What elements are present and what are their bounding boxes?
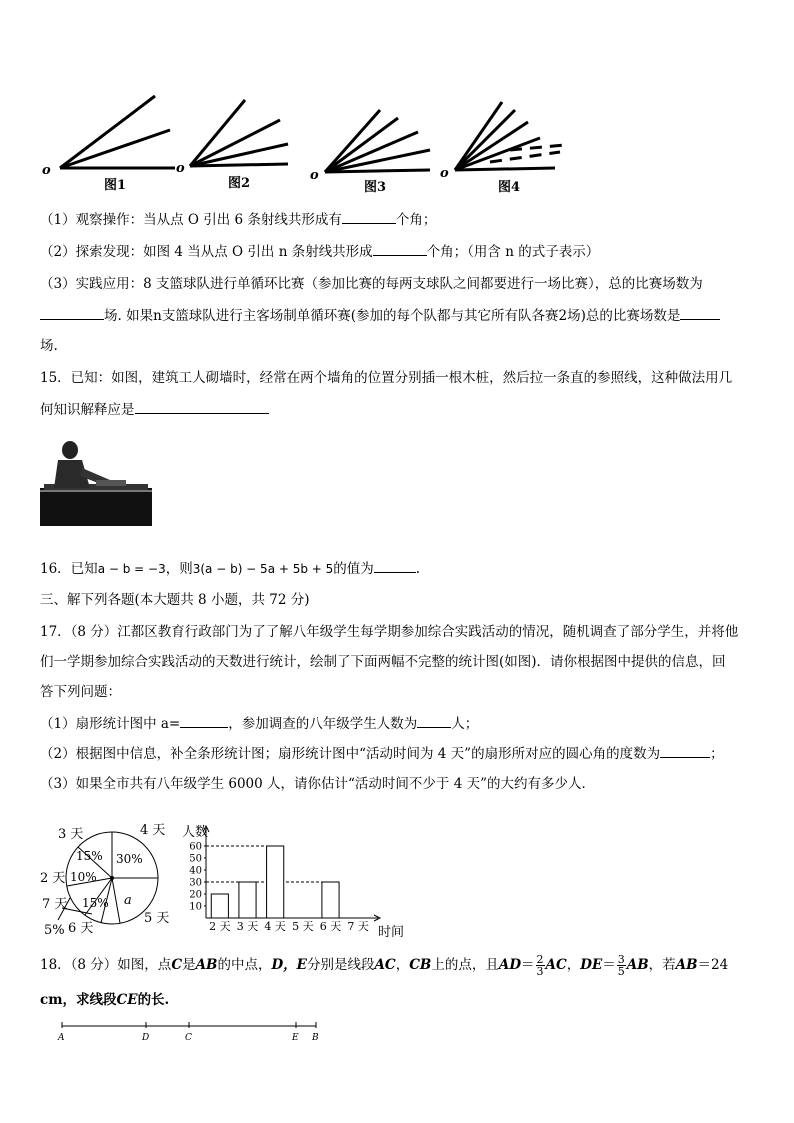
origin-label-4: o — [440, 166, 449, 181]
q14-blank1[interactable] — [342, 211, 396, 224]
q14-blank3[interactable] — [40, 307, 104, 320]
pie-label-5days: 5 天 — [144, 911, 170, 926]
figure-2 — [190, 100, 288, 166]
pie-pct-30: 30% — [116, 852, 143, 866]
pie-label-2days: 2 天 — [40, 871, 66, 886]
bar — [322, 882, 339, 918]
point-D: D — [142, 1033, 150, 1043]
pie-a-label: a — [124, 893, 132, 908]
x-tick-label: 6 天 — [319, 920, 342, 933]
q17-part1: （1）扇形统计图中 a= ，参加调查的八年级学生人数为 人； — [40, 716, 479, 732]
section-3-heading: 三、解下列各题(本大题共 8 小题，共 72 分) — [40, 592, 310, 608]
q14-part3-cont: 场. 如果n支篮球队进行主客场制单循环赛(参加的每个队都与其它所有队各赛2场)总的比赛场数是 — [40, 304, 720, 324]
q15-blank[interactable] — [135, 401, 269, 414]
bar-chart-xlabel: 时间 — [378, 925, 405, 940]
y-tick-label: 60 — [189, 841, 202, 853]
pie-pct-15b: 15% — [82, 896, 109, 910]
point-C: C — [185, 1033, 192, 1043]
q18-line2: cm，求线段CE的长. — [40, 992, 170, 1008]
pie-label-5pct: 5% — [44, 923, 65, 938]
q17-part3: （3）如果全市共有八年级学生 6000 人，请你估计“活动时间不少于 4 天”的大约有多少人． — [40, 776, 596, 792]
q14-part2: （2）探索发现：如图 4 当从点 O 引出 n 条射线共形成 个角；（用含 n 的式子表示） — [40, 244, 600, 260]
q16: 16．已知a − b = −3，则3(a − b) − 5a + 5b + 5的值为 . — [40, 561, 421, 577]
figure-4-caption: 图4 — [498, 180, 521, 195]
q15-line2: 何知识解释应是 — [40, 398, 269, 418]
q14-blank4[interactable] — [680, 307, 720, 320]
x-tick-label: 7 天 — [347, 920, 369, 933]
q17-line1: 17．（8 分）江都区教育行政部门为了了解八年级学生每学期参加综合实践活动的情况，随机调查了部分学生，并将他 — [40, 624, 739, 640]
bar — [239, 882, 256, 918]
y-tick-label: 10 — [189, 901, 202, 913]
x-tick-label: 2 天 — [209, 920, 231, 933]
bar-chart-ylabel: 人数 — [182, 825, 209, 840]
q17-blank-count[interactable] — [417, 715, 451, 728]
q14-part3-end: 场. — [40, 338, 58, 354]
q17-blank-angle[interactable] — [660, 745, 710, 758]
pie-center — [110, 876, 114, 880]
bar — [267, 846, 284, 918]
pie-radius — [112, 878, 120, 923]
origin-label-1: o — [42, 163, 51, 178]
q17-line3: 答下列问题： — [40, 684, 121, 700]
segment-diagram — [54, 1018, 334, 1048]
figure-3-caption: 图3 — [364, 180, 387, 195]
fraction-3-5: $\frac{3}{5}$ — [617, 953, 625, 978]
q14-blank2[interactable] — [373, 243, 427, 256]
y-tick-label: 40 — [189, 865, 202, 877]
figure-4 — [455, 102, 565, 170]
point-A: A — [58, 1033, 65, 1043]
bar — [211, 894, 228, 918]
pie-chart — [40, 818, 180, 942]
q18-line1: 18．（8 分）如图，点C是AB的中点，D，E分别是线段AC，CB上的点，且AD＝ $\frac{2}{3}$ AC，DE＝ $\frac{3}{5}$ AB，若AB＝24 — [40, 953, 729, 978]
worker-photo — [40, 438, 152, 526]
pie-label-4days: 4 天 — [140, 823, 166, 838]
pie-label-3days: 3 天 — [58, 827, 84, 842]
q17-part2: （2）根据图中信息，补全条形统计图；扇形统计图中“活动时间为 4 天”的扇形所对应的圆心角的度数为 ； — [40, 746, 724, 762]
y-tick-label: 50 — [189, 853, 202, 865]
x-tick-label: 4 天 — [264, 920, 286, 933]
pie-pct-10: 10% — [70, 870, 97, 884]
x-tick-label: 5 天 — [292, 920, 314, 933]
q15-line1: 15．已知：如图，建筑工人砌墙时，经常在两个墙角的位置分别插一根木桩，然后拉一条直的参照线，这种做法用几 — [40, 370, 733, 386]
q17-blank-a[interactable] — [180, 715, 228, 728]
figure-1-caption: 图1 — [104, 178, 127, 193]
point-B: B — [312, 1033, 319, 1043]
q14-part1: （1）观察操作：当从点 O 引出 6 条射线共形成有 个角； — [40, 212, 437, 228]
y-tick-label: 30 — [189, 877, 202, 889]
q14-part3: （3）实践应用：8 支篮球队进行单循环比赛（参加比赛的每两支球队之间都要进行一场比赛），总的比赛场数为 — [40, 276, 703, 292]
fraction-2-3: $\frac{2}{3}$ — [536, 953, 544, 978]
q16-blank[interactable] — [374, 560, 416, 573]
figure-3 — [325, 110, 430, 172]
point-E: E — [292, 1033, 299, 1043]
figure-1 — [60, 96, 175, 168]
pie-pct-15a: 15% — [76, 849, 103, 863]
pie-label-6days: 6 天 — [68, 921, 94, 936]
origin-label-2: o — [176, 161, 185, 176]
y-tick-label: 20 — [189, 889, 202, 901]
origin-label-3: o — [310, 168, 319, 183]
bar-chart — [180, 820, 420, 942]
x-tick-label: 3 天 — [236, 920, 259, 933]
pie-label-7days: 7 天 — [42, 897, 68, 912]
figure-2-caption: 图2 — [228, 176, 251, 191]
q17-line2: 们一学期参加综合实践活动的天数进行统计，绘制了下面两幅不完整的统计图(如图)．请你根据图中提供的信息，回 — [40, 654, 726, 670]
